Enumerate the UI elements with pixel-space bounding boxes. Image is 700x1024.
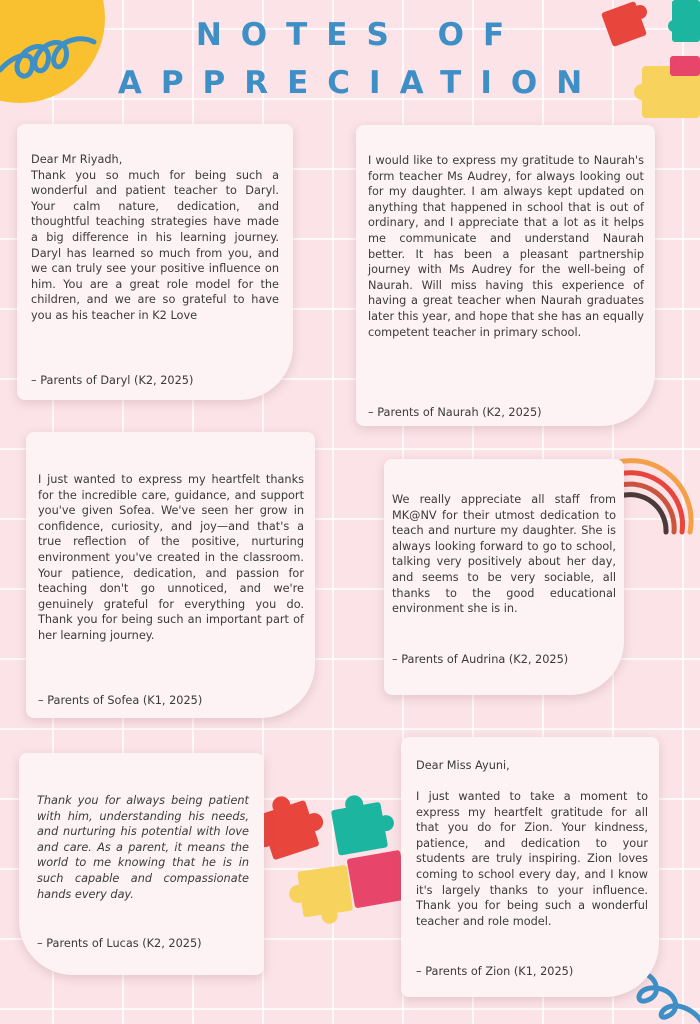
page-title-line-2: APPRECIATION	[117, 65, 602, 101]
note-body: Thank you for always being patient with him, understanding his needs, and nurturing his potential with love and care. As a parent, it means the world to me knowing that he is in such capable and compassionate hands every day.	[37, 794, 249, 901]
note-card-audrina	[384, 459, 624, 695]
note-card-sofea	[26, 432, 315, 718]
note-signature: – Parents of Audrina (K2, 2025)	[392, 653, 569, 666]
note-body: I just wanted to express my heartfelt thanks for the incredible care, guidance, and support you've given Sofea. We've seen her grow in confidence, curiosity, and joy—and that's a true reflection of the positive, nurturing environment you've created in the classroom. Your patience, dedication, and passion for teaching don't go unnoticed, and we're genuinely grateful for everything you do. Thank you for being such an important part of her learning journey.	[38, 473, 304, 642]
page-title-line-1: NOTES OF	[195, 17, 524, 53]
note-signature: – Parents of Daryl (K2, 2025)	[31, 374, 194, 387]
note-body: I would like to express my gratitude to Naurah's form teacher Ms Audrey, for always looking out for my daughter. I am always kept updated on anything that happened in school that is out of ordinary, and I appreciate that a lot as it helps me communicate and understand Naurah better. It has been a pleasant partnership journey with Ms Audrey for the well-being of Naurah. Will miss having this experience of having a great teacher when Naurah graduates later this year, and hope that she has an equally competent teacher in primary school.	[368, 154, 644, 339]
note-body: I just wanted to take a moment to express my heartfelt gratitude for all that you do for Zion. Your kindness, patience, and dedication to your students are truly inspiring. Zion loves coming to school every day, and I know it's largely thanks to your influence. Thank you for being such a wonderful teacher and role model.	[416, 790, 648, 928]
note-card-daryl	[17, 124, 293, 400]
note-body: Dear Mr Riyadh, Thank you so much for being such a wonderful and patient teacher to Daryl. Your calm nature, dedication, and thoughtful teaching strategies have made a big difference in his learning journey. Daryl has learned so much from you, and we can truly see your positive influence on him. You are a great role model for the children, and we are so grateful to have you as his teacher in K2 Love	[31, 153, 279, 322]
note-signature: – Parents of Naurah (K2, 2025)	[368, 406, 542, 419]
note-signature: – Parents of Sofea (K1, 2025)	[38, 694, 203, 707]
puzzle-pieces-center-icon	[250, 792, 420, 932]
note-card-lucas	[19, 753, 264, 975]
note-card-naurah	[356, 125, 655, 426]
note-signature: – Parents of Lucas (K2, 2025)	[37, 937, 202, 950]
note-greeting: Dear Miss Ayuni,	[416, 759, 510, 772]
note-card-zion	[401, 737, 659, 997]
note-signature: – Parents of Zion (K1, 2025)	[416, 965, 574, 978]
note-body: We really appreciate all staff from MK@NV for their utmost dedication to teach and nurture my daughter. She is always looking forward to go to school, talking very positively about her day, and seems to be very sociable, all thanks to the good educational environment she is in.	[392, 493, 616, 616]
